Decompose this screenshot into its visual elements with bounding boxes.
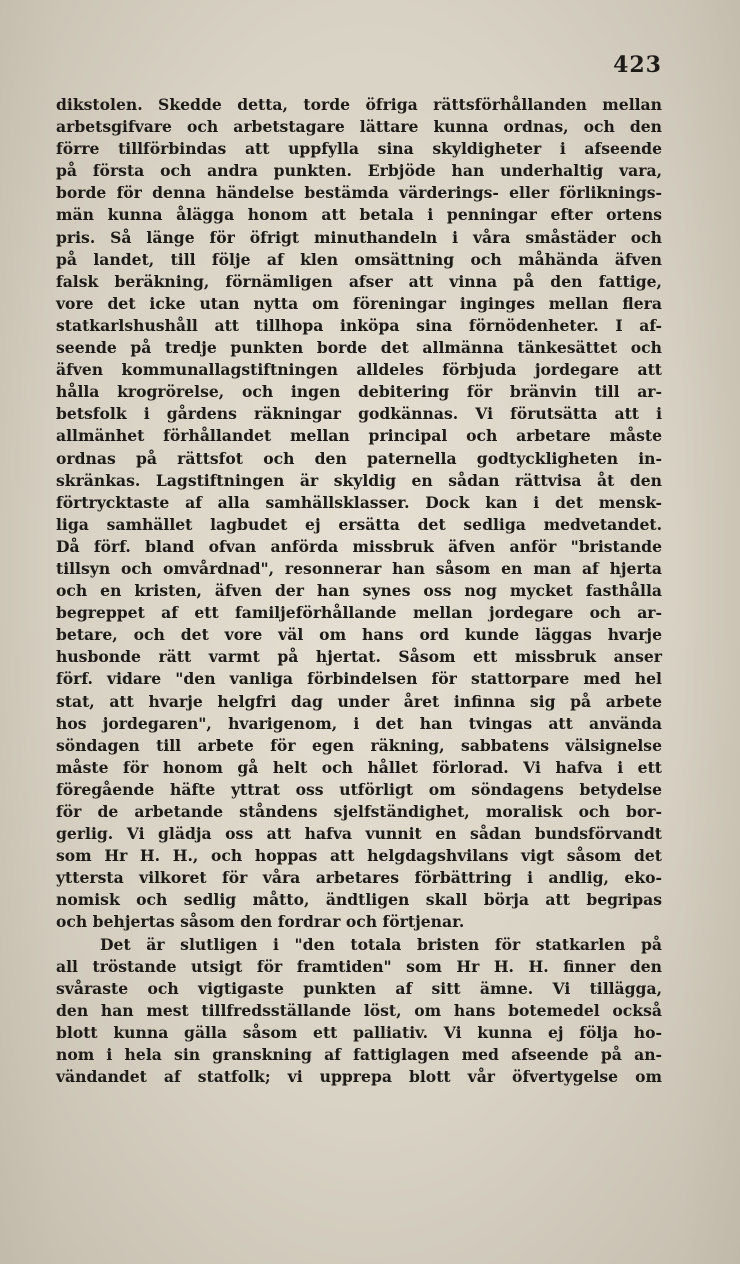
text-line: skränkas. Lagstiftningen är skyldig en sådan rättvisa åt den [56, 470, 662, 490]
text-line: förre tillförbindas att uppfylla sina skyldigheter i afseende [56, 139, 662, 159]
paragraph-2 [56, 934, 662, 1089]
text-line: all tröstande utsigt för framtiden" som Hr H. H. finner den [56, 956, 662, 976]
text-line: förtrycktaste af alla samhällsklasser. Dock kan i det mensk- [56, 492, 662, 512]
text-line: förf. vidare "den vanliga förbindelsen för stattorpare med hel [56, 669, 662, 689]
text-line: och behjertas såsom den fordrar och förtjenar. [56, 912, 465, 932]
text-line: som Hr H. H., och hoppas att helgdagshvilans vigt såsom det [56, 846, 662, 866]
text-line: den han mest tillfredsställande löst, om hans botemedel också [56, 1000, 662, 1020]
text-line: Då förf. bland ofvan anförda missbruk äfven anför "bristande [56, 536, 662, 556]
text-line: svåraste och vigtigaste punkten af sitt ämne. Vi tillägga, [56, 978, 662, 998]
text-line: hos jordegaren", hvarigenom, i det han tvingas att använda [56, 713, 662, 733]
text-line: på landet, till följe af klen omsättning och måhända äfven [56, 249, 662, 269]
text-line: borde för denna händelse bestämda värderings- eller förliknings- [56, 183, 662, 203]
text-line: gerlig. Vi glädja oss att hafva vunnit en sådan bundsförvandt [56, 824, 662, 844]
text-line: vore det icke utan nytta om föreningar inginges mellan flera [56, 293, 662, 313]
body-text [56, 94, 662, 1088]
text-line: dikstolen. Skedde detta, torde öfriga rättsförhållanden mellan [56, 95, 662, 114]
text-line: stat, att hvarje helgfri dag under året infinna sig på arbete [56, 691, 662, 711]
text-line: hålla krogrörelse, och ingen debitering för bränvin till ar- [56, 382, 662, 402]
text-line: män kunna ålägga honom att betala i penningar efter ortens [56, 205, 662, 225]
text-line: Det är slutligen i "den totala bristen för statkarlen på [100, 934, 662, 954]
text-line: söndagen till arbete för egen räkning, sabbatens välsignelse [56, 735, 662, 755]
text-line: vändandet af statfolk; vi upprepa blott vår öfvertygelse om [56, 1067, 662, 1087]
text-line: äfven kommunallagstiftningen alldeles förbjuda jordegare att [56, 360, 662, 380]
text-line: allmänhet förhållandet mellan principal och arbetare måste [56, 426, 662, 446]
text-line: arbetsgifvare och arbetstagare lättare kunna ordnas, och den [56, 117, 662, 137]
text-line: måste för honom gå helt och hållet förlorad. Vi hafva i ett [56, 757, 662, 777]
paragraph-1 [56, 94, 662, 934]
text-line: på första och andra punkten. Erbjöde han underhaltig vara, [56, 161, 662, 181]
text-line: husbonde rätt varmt på hjertat. Såsom ett missbruk anser [56, 647, 662, 667]
text-line: falsk beräkning, förnämligen afser att vinna på den fattige, [56, 271, 662, 291]
text-line: blott kunna gälla såsom ett palliativ. Vi kunna ej följa ho- [56, 1022, 662, 1042]
text-line: och en kristen, äfven der han synes oss nog mycket fasthålla [56, 581, 662, 601]
text-line: betsfolk i gårdens räkningar godkännas. Vi förutsätta att i [56, 404, 662, 424]
text-line: yttersta vilkoret för våra arbetares förbättring i andlig, eko- [56, 868, 662, 888]
text-line: nomisk och sedlig måtto, ändtligen skall börja att begripas [56, 890, 662, 910]
text-line: seende på tredje punkten borde det allmänna tänkesättet och [56, 338, 662, 358]
text-line: betare, och det vore väl om hans ord kunde läggas hvarje [56, 625, 662, 645]
text-line: statkarlshushåll att tillhopa inköpa sina förnödenheter. I af- [56, 315, 662, 335]
text-line: tillsyn och omvårdnad", resonnerar han såsom en man af hjerta [56, 558, 662, 578]
text-line: liga samhället lagbudet ej ersätta det sedliga medvetandet. [56, 514, 662, 534]
text-line: ordnas på rättsfot och den paternella godtyckligheten in- [56, 448, 662, 468]
text-line: föregående häfte yttrat oss utförligt om söndagens betydelse [56, 779, 662, 799]
page-number: 423 [613, 52, 662, 78]
text-line: begreppet af ett familjeförhållande mellan jordegare och ar- [56, 603, 662, 623]
text-line: nom i hela sin granskning af fattiglagen med afseende på an- [56, 1045, 662, 1065]
text-line: pris. Så länge för öfrigt minuthandeln i våra småstäder och [56, 227, 662, 247]
text-line: för de arbetande ståndens sjelfständighet, moralisk och bor- [56, 802, 662, 821]
